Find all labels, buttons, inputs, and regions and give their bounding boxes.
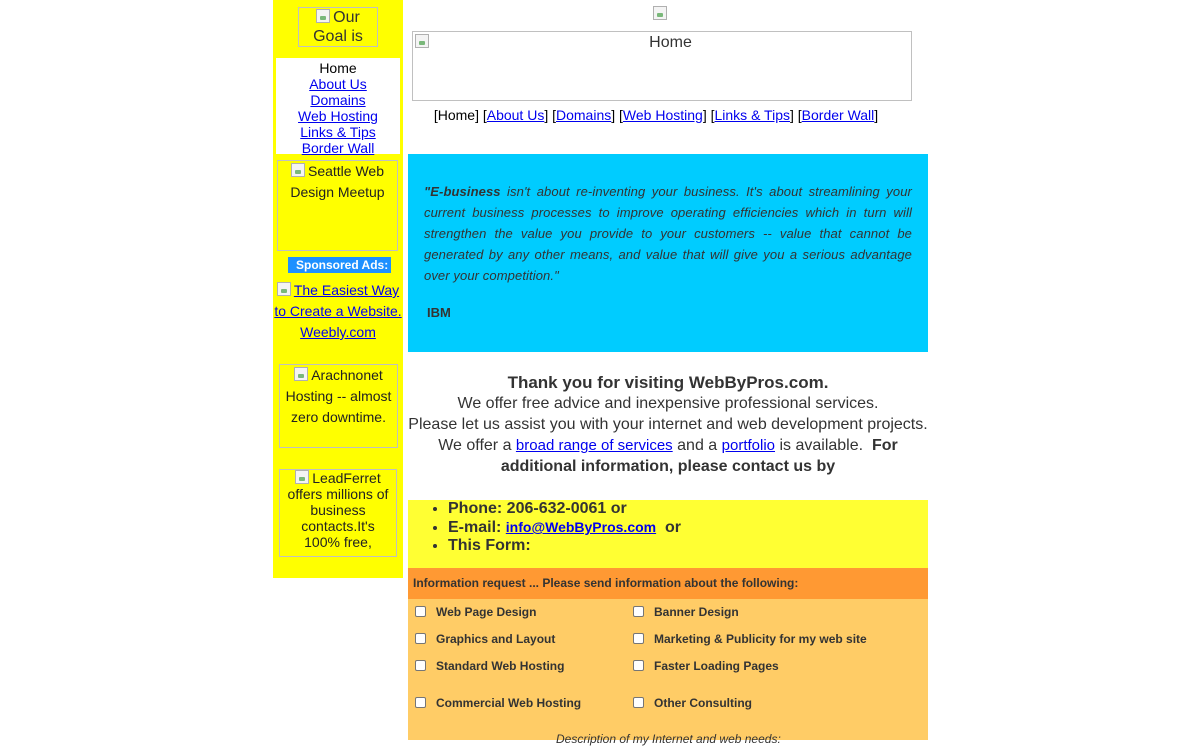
top-nav-about-us[interactable]: About Us: [486, 107, 545, 123]
checkbox-marketing-publicity[interactable]: [633, 633, 644, 644]
intro-paragraph: Please let us assist you with your internet and web development projects. We offer a broad range of services and a portfolio is available. For additional information, please contact us by: [408, 416, 928, 475]
services-link[interactable]: broad range of services: [515, 437, 673, 454]
checkbox-other-consulting[interactable]: [633, 697, 644, 708]
home-banner-image[interactable]: Home: [412, 31, 912, 101]
request-form: [408, 599, 928, 746]
top-nav: [Home] [About Us] [Domains] [Web Hosting] [Links & Tips] [Border Wall]: [433, 107, 879, 123]
seattle-meetup-image[interactable]: Seattle Web Design Meetup: [277, 160, 398, 251]
top-nav-border-wall[interactable]: Border Wall: [801, 107, 875, 123]
welcome-heading: Thank you for visiting WebByPros.com.: [507, 373, 829, 392]
option-marketing-publicity[interactable]: Marketing & Publicity for my web site: [633, 632, 867, 646]
contact-email: • E-mail: info@WebByPros.com or: [448, 518, 928, 537]
sidebar-nav: [276, 58, 400, 154]
broken-image-icon: [415, 34, 429, 48]
description-label: Description of my Internet and web needs:: [556, 732, 781, 746]
weebly-ad-link[interactable]: The Easiest Way to Create a Website. Weebly.com: [274, 282, 402, 340]
weebly-ad: [273, 280, 403, 343]
contact-phone: • Phone: 206-632-0061 or: [448, 500, 928, 518]
form-heading: Information request ... Please send information about the following:: [408, 568, 928, 599]
broken-image-icon: [653, 6, 667, 20]
broken-image-icon: [291, 163, 305, 177]
top-broken-image-icon: [652, 4, 668, 20]
checkbox-banner-design[interactable]: [633, 606, 644, 617]
sidebar-item-home: Home: [319, 60, 357, 76]
option-standard-web-hosting[interactable]: Standard Web Hosting: [415, 659, 564, 673]
top-nav-home: Home: [437, 107, 476, 123]
sponsored-ads-label: Sponsored Ads:: [288, 257, 391, 273]
top-nav-links-tips[interactable]: Links & Tips: [714, 107, 790, 123]
broken-image-icon: [295, 470, 309, 484]
contact-box: [408, 500, 928, 568]
quote-text: "E-business isn't about re-inventing your business. It's about streamlining your current business processes to improve operating efficiencies which in turn will strengthen the value you provide to your customers -- value that cannot be generated by any other means, and value that will give you a serious advantage over your competition.": [424, 184, 912, 283]
our-goal-image: Our Goal is: [298, 7, 378, 47]
sidebar-item-about-us[interactable]: About Us: [309, 76, 367, 92]
option-other-consulting[interactable]: Other Consulting: [633, 696, 752, 710]
left-sidebar: [273, 0, 403, 578]
checkbox-commercial-web-hosting[interactable]: [415, 697, 426, 708]
intro-line-1: We offer free advice and inexpensive professional services.: [457, 395, 879, 412]
email-link[interactable]: info@WebByPros.com: [505, 519, 657, 535]
ibm-quote-box: [408, 154, 928, 352]
broken-image-icon: [277, 282, 291, 296]
option-commercial-web-hosting[interactable]: Commercial Web Hosting: [415, 696, 581, 710]
broken-image-icon: [294, 367, 308, 381]
top-nav-web-hosting[interactable]: Web Hosting: [622, 107, 703, 123]
option-web-page-design[interactable]: Web Page Design: [415, 605, 536, 619]
quote-author: IBM: [427, 305, 451, 320]
checkbox-standard-web-hosting[interactable]: [415, 660, 426, 671]
sidebar-item-links-tips[interactable]: Links & Tips: [300, 124, 376, 140]
checkbox-graphics-layout[interactable]: [415, 633, 426, 644]
arachnonet-ad-image[interactable]: Arachnonet Hosting -- almost zero downtime.: [279, 364, 398, 448]
option-banner-design[interactable]: Banner Design: [633, 605, 739, 619]
option-faster-loading-pages[interactable]: Faster Loading Pages: [633, 659, 779, 673]
checkbox-faster-loading-pages[interactable]: [633, 660, 644, 671]
sidebar-item-border-wall[interactable]: Border Wall: [301, 140, 375, 156]
checkbox-web-page-design[interactable]: [415, 606, 426, 617]
leadferret-ad-image[interactable]: LeadFerret offers millions of business contacts.It's 100% free,: [279, 469, 397, 557]
top-nav-domains[interactable]: Domains: [556, 107, 612, 123]
sidebar-item-web-hosting[interactable]: Web Hosting: [298, 108, 378, 124]
option-graphics-layout[interactable]: Graphics and Layout: [415, 632, 555, 646]
contact-prompt: For additional information, please contact us by: [500, 437, 898, 475]
broken-image-icon: [316, 9, 330, 23]
sidebar-item-domains[interactable]: Domains: [310, 92, 366, 108]
contact-form: • This Form:: [448, 537, 928, 555]
intro-text: [408, 372, 928, 477]
portfolio-link[interactable]: portfolio: [721, 437, 776, 454]
